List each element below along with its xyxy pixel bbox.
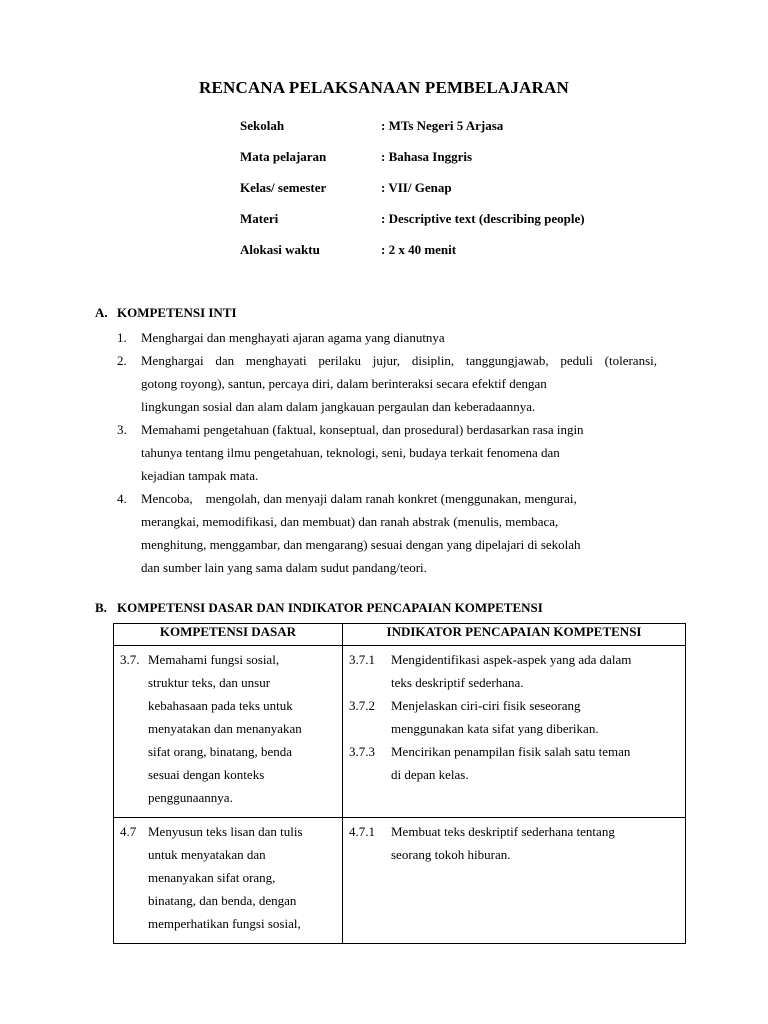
indicator-line: Mengidentifikasi aspek-aspek yang ada dalam bbox=[391, 652, 632, 667]
kd-line: struktur teks, dan unsur bbox=[148, 675, 271, 690]
column-header-kd: KOMPETENSI DASAR bbox=[114, 624, 343, 646]
indicator-line: Membuat teks deskriptif sederhana tentang bbox=[391, 824, 615, 839]
list-line: kejadian tampak mata. bbox=[141, 468, 259, 483]
kd-cell bbox=[114, 646, 343, 818]
indicator-line: teks deskriptif sederhana. bbox=[391, 675, 524, 690]
indicator-number: 3.7.3 bbox=[349, 744, 375, 759]
kd-cell bbox=[114, 818, 343, 944]
indicator-line: di depan kelas. bbox=[391, 767, 469, 782]
list-line: Mencoba, mengolah, dan menyaji dalam ranah konkret (menggunakan, mengurai, bbox=[141, 491, 577, 506]
list-line: lingkungan sosial dan alam dalam jangkauan pergaulan dan keberadaannya. bbox=[141, 399, 536, 414]
list-number: 3. bbox=[117, 422, 127, 437]
indicator-line: Menjelaskan ciri-ciri fisik seseorang bbox=[391, 698, 581, 713]
info-row-class bbox=[240, 180, 585, 211]
indicator-line: seorang tokoh hiburan. bbox=[391, 847, 511, 862]
kd-line: menyatakan dan menanyakan bbox=[148, 721, 302, 736]
indicator-line: menggunakan kata sifat yang diberikan. bbox=[391, 721, 599, 736]
info-label: Kelas/ semester bbox=[240, 180, 327, 195]
info-label: Mata pelajaran bbox=[240, 149, 327, 164]
section-title: KOMPETENSI DASAR DAN INDIKATOR PENCAPAIAN KOMPETENSI bbox=[117, 600, 543, 615]
list-line: gotong royong), santun, percaya diri, dalam berinteraksi secara efektif dengan bbox=[141, 376, 547, 391]
ipk-cell bbox=[343, 818, 686, 944]
list-item bbox=[117, 418, 657, 487]
section-letter: A. bbox=[95, 305, 108, 320]
table-header-row bbox=[114, 624, 686, 646]
section-letter: B. bbox=[95, 600, 107, 615]
info-label: Sekolah bbox=[240, 118, 285, 133]
list-item bbox=[117, 326, 657, 349]
info-value: : Descriptive text (describing people) bbox=[381, 211, 585, 226]
section-a-heading bbox=[95, 305, 237, 321]
kd-line: binatang, dan benda, dengan bbox=[148, 893, 297, 908]
list-number: 2. bbox=[117, 353, 127, 368]
info-row-school bbox=[240, 118, 585, 149]
indicator-item bbox=[349, 648, 679, 694]
info-value: : Bahasa Inggris bbox=[381, 149, 473, 164]
info-row-time bbox=[240, 242, 585, 273]
list-line: dan sumber lain yang sama dalam sudut pandang/teori. bbox=[141, 560, 427, 575]
list-number: 1. bbox=[117, 330, 127, 345]
kd-line: Memahami fungsi sosial, bbox=[148, 652, 280, 667]
column-header-ipk: INDIKATOR PENCAPAIAN KOMPETENSI bbox=[343, 624, 686, 646]
list-line: merangkai, memodifikasi, dan membuat) dan ranah abstrak (menulis, membaca, bbox=[141, 514, 559, 529]
indicator-item bbox=[349, 820, 679, 866]
indicator-item bbox=[349, 740, 679, 786]
info-row-material bbox=[240, 211, 585, 242]
indicator-item bbox=[349, 694, 679, 740]
ipk-cell bbox=[343, 646, 686, 818]
kd-number: 4.7 bbox=[120, 824, 137, 839]
kd-line: penggunaannya. bbox=[148, 790, 233, 805]
kd-line: memperhatikan fungsi sosial, bbox=[148, 916, 301, 931]
info-label: Alokasi waktu bbox=[240, 242, 320, 257]
kd-number: 3.7. bbox=[120, 652, 140, 667]
kd-line: untuk menyatakan dan bbox=[148, 847, 266, 862]
info-row-subject bbox=[240, 149, 585, 180]
list-item bbox=[117, 487, 657, 579]
list-number: 4. bbox=[117, 491, 127, 506]
section-title: KOMPETENSI INTI bbox=[117, 305, 237, 320]
info-value: : 2 x 40 menit bbox=[381, 242, 457, 257]
indicator-number: 3.7.1 bbox=[349, 652, 375, 667]
kd-line: Menyusun teks lisan dan tulis bbox=[148, 824, 303, 839]
kd-line: sesuai dengan konteks bbox=[148, 767, 265, 782]
info-value: : VII/ Genap bbox=[381, 180, 452, 195]
info-block bbox=[240, 118, 585, 273]
core-competence-list bbox=[117, 326, 657, 579]
kd-line: sifat orang, binatang, benda bbox=[148, 744, 293, 759]
list-line: Memahami pengetahuan (faktual, konseptual, dan prosedural) berdasarkan rasa ingin bbox=[141, 422, 584, 437]
indicator-number: 4.7.1 bbox=[349, 824, 375, 839]
indicator-number: 3.7.2 bbox=[349, 698, 375, 713]
table-row bbox=[114, 646, 686, 818]
document-title: RENCANA PELAKSANAAN PEMBELAJARAN bbox=[198, 78, 570, 97]
indicator-line: Mencirikan penampilan fisik salah satu teman bbox=[391, 744, 631, 759]
list-line: Menghargai dan menghayati perilaku jujur, disiplin, tanggungjawab, peduli (toleransi, bbox=[141, 353, 657, 368]
list-line: tahunya tentang ilmu pengetahuan, teknologi, seni, budaya terkait fenomena dan bbox=[141, 445, 560, 460]
list-line: Menghargai dan menghayati ajaran agama yang dianutnya bbox=[141, 330, 445, 345]
table-row bbox=[114, 818, 686, 944]
list-line: menghitung, menggambar, dan mengarang) sesuai dengan yang dipelajari di sekolah bbox=[141, 537, 581, 552]
kd-line: kebahasaan pada teks untuk bbox=[148, 698, 293, 713]
kd-line: menanyakan sifat orang, bbox=[148, 870, 276, 885]
info-label: Materi bbox=[240, 211, 279, 226]
info-value: : MTs Negeri 5 Arjasa bbox=[381, 118, 504, 133]
list-item bbox=[117, 349, 657, 418]
competence-table bbox=[113, 623, 686, 944]
section-b-heading bbox=[95, 600, 543, 616]
